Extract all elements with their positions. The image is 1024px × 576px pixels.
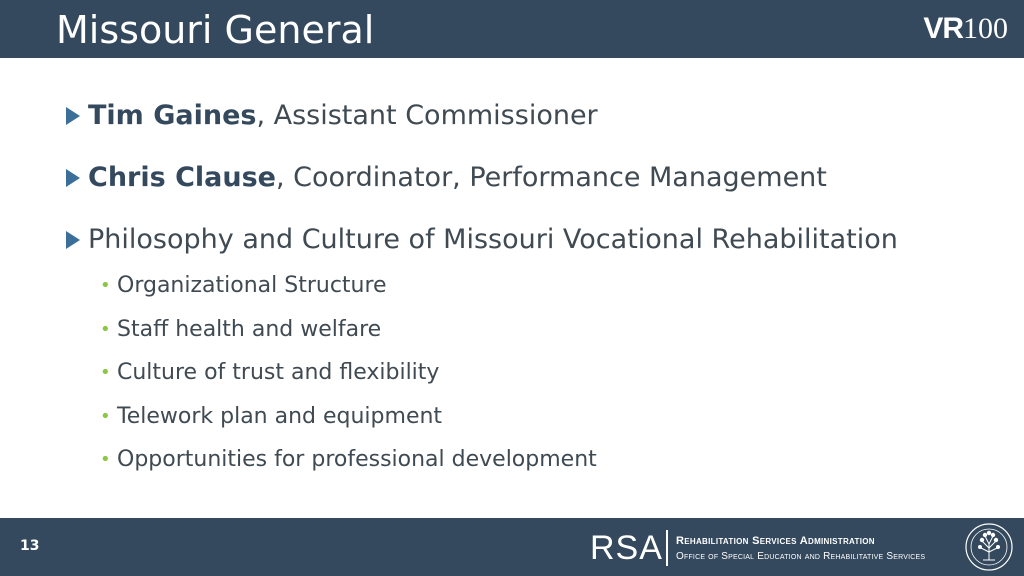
sub-bullet-text: Opportunities for professional development xyxy=(117,447,597,472)
org-office: Office of Special Education and Rehabilitative Services xyxy=(676,551,926,562)
footer-bar xyxy=(0,518,1024,576)
sub-bullet-text: Staff health and welfare xyxy=(117,316,382,342)
dot-icon: • xyxy=(100,275,111,296)
header-bar xyxy=(0,0,1024,58)
sub-bullet-text: Telework plan and equipment xyxy=(117,403,443,429)
triangle-right-icon xyxy=(66,231,80,249)
department-seal-icon xyxy=(964,522,1014,572)
slide-content xyxy=(66,96,986,482)
triangle-right-icon xyxy=(66,107,80,125)
sub-bullet-item xyxy=(100,264,986,308)
sub-bullet-item xyxy=(100,438,986,482)
bullet-item xyxy=(66,220,986,260)
logo-vr-text: VR xyxy=(923,12,963,45)
bullet-item xyxy=(66,158,986,198)
sub-bullet-item xyxy=(100,395,986,439)
dot-icon: • xyxy=(100,449,111,470)
bullet-text: , Assistant Commissioner xyxy=(256,100,598,131)
vr100-logo xyxy=(923,12,1008,46)
dot-icon: • xyxy=(100,362,111,383)
sub-bullet-item xyxy=(100,351,986,395)
logo-100-text: 100 xyxy=(963,12,1008,45)
bullet-bold-name: Tim Gaines xyxy=(88,100,257,131)
org-name: Rehabilitation Services Administration xyxy=(676,535,875,547)
bullet-item xyxy=(66,96,986,136)
dot-icon: • xyxy=(100,405,111,427)
bullet-text: , Coordinator, Performance Management xyxy=(275,162,827,193)
bullet-text: Philosophy and Culture of Missouri Vocational Rehabilitation xyxy=(88,224,898,255)
page-number: 13 xyxy=(20,538,40,554)
sub-bullet-list xyxy=(66,264,986,482)
slide-title: Missouri General xyxy=(56,8,375,52)
rsa-logo-text: RSA xyxy=(590,529,663,567)
triangle-right-icon xyxy=(66,169,80,187)
sub-bullet-text: Organizational Structure xyxy=(117,273,387,298)
sub-bullet-item xyxy=(100,308,986,352)
org-block xyxy=(676,534,925,564)
sub-bullet-text: Culture of trust and flexibility xyxy=(117,360,440,385)
dot-icon: • xyxy=(100,318,111,340)
bullet-bold-name: Chris Clause xyxy=(88,162,276,193)
rsa-divider xyxy=(666,530,668,566)
